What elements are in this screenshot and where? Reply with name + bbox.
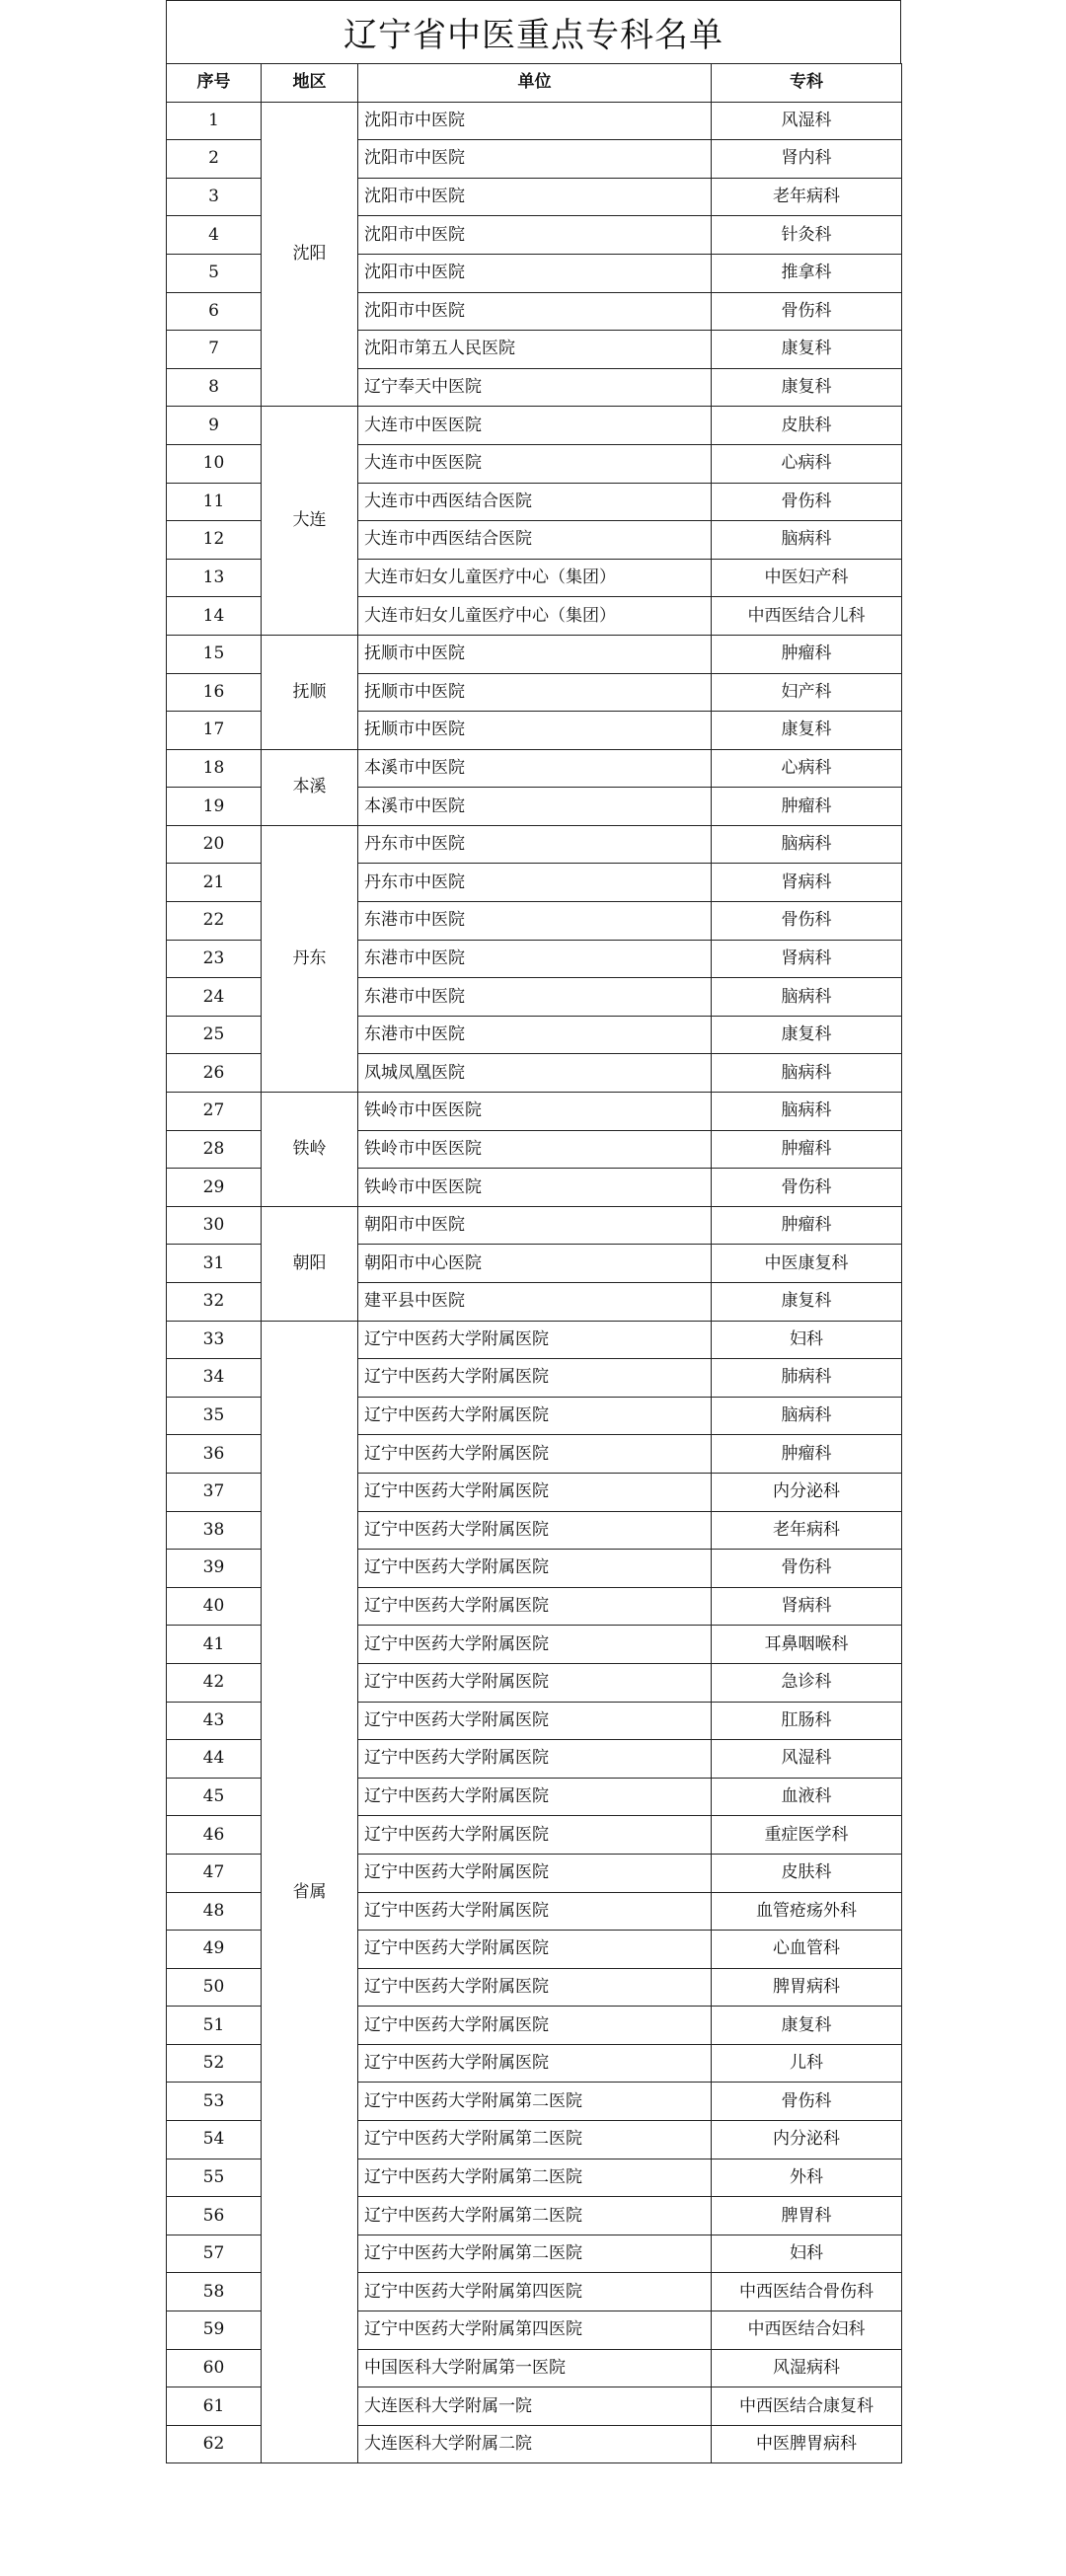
- row-number: 53: [167, 2083, 262, 2121]
- unit-cell: 大连医科大学附属一院: [358, 2387, 712, 2426]
- unit-cell: 建平县中医院: [358, 1283, 712, 1322]
- unit-cell: 抚顺市中医院: [358, 712, 712, 750]
- row-number: 20: [167, 825, 262, 864]
- specialty-cell: 皮肤科: [712, 407, 902, 445]
- unit-cell: 东港市中医院: [358, 940, 712, 978]
- unit-cell: 沈阳市中医院: [358, 216, 712, 255]
- specialty-cell: 肿瘤科: [712, 788, 902, 826]
- specialty-cell: 肾病科: [712, 864, 902, 902]
- unit-cell: 辽宁中医药大学附属医院: [358, 1359, 712, 1398]
- row-number: 9: [167, 407, 262, 445]
- row-number: 36: [167, 1435, 262, 1474]
- specialty-cell: 皮肤科: [712, 1854, 902, 1892]
- specialty-cell: 肿瘤科: [712, 1435, 902, 1474]
- header-unit: 单位: [358, 64, 712, 103]
- table-row: [167, 635, 902, 673]
- specialty-cell: 康复科: [712, 1283, 902, 1322]
- specialty-cell: 骨伤科: [712, 902, 902, 941]
- row-number: 51: [167, 2007, 262, 2045]
- specialty-cell: 老年病科: [712, 1511, 902, 1550]
- specialty-cell: 急诊科: [712, 1663, 902, 1702]
- unit-cell: 铁岭市中医医院: [358, 1169, 712, 1207]
- specialty-cell: 脑病科: [712, 1054, 902, 1093]
- unit-cell: 朝阳市中医院: [358, 1206, 712, 1245]
- specialty-cell: 老年病科: [712, 178, 902, 216]
- row-number: 57: [167, 2235, 262, 2273]
- unit-cell: 辽宁中医药大学附属第二医院: [358, 2083, 712, 2121]
- row-number: 35: [167, 1397, 262, 1435]
- row-number: 21: [167, 864, 262, 902]
- unit-cell: 辽宁中医药大学附属医院: [358, 1931, 712, 1969]
- row-number: 46: [167, 1816, 262, 1855]
- row-number: 48: [167, 1892, 262, 1931]
- row-number: 58: [167, 2273, 262, 2311]
- row-number: 49: [167, 1931, 262, 1969]
- unit-cell: 大连市妇女儿童医疗中心（集团）: [358, 559, 712, 597]
- specialty-cell: 心病科: [712, 444, 902, 483]
- unit-cell: 辽宁中医药大学附属医院: [358, 1435, 712, 1474]
- row-number: 50: [167, 1968, 262, 2007]
- row-number: 10: [167, 444, 262, 483]
- unit-cell: 东港市中医院: [358, 978, 712, 1017]
- unit-cell: 东港市中医院: [358, 1016, 712, 1054]
- unit-cell: 辽宁中医药大学附属医院: [358, 1816, 712, 1855]
- row-number: 37: [167, 1473, 262, 1511]
- specialty-cell: 肛肠科: [712, 1702, 902, 1740]
- specialty-cell: 针灸科: [712, 216, 902, 255]
- row-number: 45: [167, 1778, 262, 1816]
- specialty-cell: 骨伤科: [712, 1550, 902, 1588]
- specialty-cell: 重症医学科: [712, 1816, 902, 1855]
- specialty-cell: 心血管科: [712, 1931, 902, 1969]
- specialty-cell: 中西医结合康复科: [712, 2387, 902, 2426]
- unit-cell: 朝阳市中心医院: [358, 1245, 712, 1283]
- specialty-cell: 脑病科: [712, 1397, 902, 1435]
- unit-cell: 辽宁中医药大学附属第四医院: [358, 2273, 712, 2311]
- specialty-cell: 耳鼻咽喉科: [712, 1626, 902, 1664]
- unit-cell: 辽宁中医药大学附属医院: [358, 1550, 712, 1588]
- specialty-cell: 肿瘤科: [712, 635, 902, 673]
- specialty-cell: 康复科: [712, 368, 902, 407]
- row-number: 43: [167, 1702, 262, 1740]
- region-cell: 丹东: [262, 825, 358, 1092]
- unit-cell: 铁岭市中医医院: [358, 1130, 712, 1169]
- unit-cell: 抚顺市中医院: [358, 673, 712, 712]
- row-number: 2: [167, 140, 262, 179]
- specialty-cell: 外科: [712, 2159, 902, 2197]
- unit-cell: 沈阳市中医院: [358, 292, 712, 331]
- specialty-cell: 骨伤科: [712, 2083, 902, 2121]
- row-number: 16: [167, 673, 262, 712]
- region-cell: 沈阳: [262, 102, 358, 407]
- unit-cell: 辽宁中医药大学附属第二医院: [358, 2197, 712, 2235]
- row-number: 42: [167, 1663, 262, 1702]
- specialty-cell: 肾内科: [712, 140, 902, 179]
- row-number: 55: [167, 2159, 262, 2197]
- table-row: [167, 407, 902, 445]
- row-number: 18: [167, 749, 262, 788]
- specialty-cell: 脑病科: [712, 521, 902, 560]
- unit-cell: 辽宁中医药大学附属医院: [358, 1511, 712, 1550]
- row-number: 44: [167, 1740, 262, 1779]
- specialty-cell: 中西医结合妇科: [712, 2311, 902, 2350]
- row-number: 23: [167, 940, 262, 978]
- unit-cell: 辽宁中医药大学附属第二医院: [358, 2121, 712, 2159]
- unit-cell: 辽宁中医药大学附属第二医院: [358, 2235, 712, 2273]
- unit-cell: 沈阳市中医院: [358, 140, 712, 179]
- unit-cell: 辽宁中医药大学附属医院: [358, 2007, 712, 2045]
- unit-cell: 大连市妇女儿童医疗中心（集团）: [358, 597, 712, 636]
- table-body: [167, 102, 902, 2463]
- unit-cell: 沈阳市第五人民医院: [358, 331, 712, 369]
- row-number: 34: [167, 1359, 262, 1398]
- specialty-cell: 中医康复科: [712, 1245, 902, 1283]
- table-row: [167, 1093, 902, 1131]
- unit-cell: 丹东市中医院: [358, 864, 712, 902]
- row-number: 6: [167, 292, 262, 331]
- row-number: 39: [167, 1550, 262, 1588]
- header-row: [167, 64, 902, 103]
- unit-cell: 沈阳市中医院: [358, 254, 712, 292]
- row-number: 11: [167, 483, 262, 521]
- row-number: 17: [167, 712, 262, 750]
- specialty-cell: 康复科: [712, 331, 902, 369]
- page-title: 辽宁省中医重点专科名单: [166, 0, 901, 63]
- unit-cell: 大连医科大学附属二院: [358, 2425, 712, 2463]
- specialty-cell: 肾病科: [712, 1587, 902, 1626]
- row-number: 47: [167, 1854, 262, 1892]
- row-number: 38: [167, 1511, 262, 1550]
- row-number: 54: [167, 2121, 262, 2159]
- specialty-cell: 康复科: [712, 2007, 902, 2045]
- unit-cell: 辽宁中医药大学附属第二医院: [358, 2159, 712, 2197]
- row-number: 7: [167, 331, 262, 369]
- specialty-cell: 妇产科: [712, 673, 902, 712]
- unit-cell: 辽宁奉天中医院: [358, 368, 712, 407]
- unit-cell: 中国医科大学附属第一医院: [358, 2349, 712, 2387]
- unit-cell: 辽宁中医药大学附属医院: [358, 1397, 712, 1435]
- unit-cell: 丹东市中医院: [358, 825, 712, 864]
- row-number: 8: [167, 368, 262, 407]
- row-number: 52: [167, 2044, 262, 2083]
- row-number: 62: [167, 2425, 262, 2463]
- row-number: 41: [167, 1626, 262, 1664]
- unit-cell: 辽宁中医药大学附属医院: [358, 1854, 712, 1892]
- header-specialty: 专科: [712, 64, 902, 103]
- specialty-cell: 中医脾胃病科: [712, 2425, 902, 2463]
- row-number: 15: [167, 635, 262, 673]
- unit-cell: 大连市中西医结合医院: [358, 521, 712, 560]
- unit-cell: 辽宁中医药大学附属医院: [358, 1321, 712, 1359]
- table-row: [167, 749, 902, 788]
- table-row: [167, 102, 902, 140]
- specialty-cell: 肺病科: [712, 1359, 902, 1398]
- specialty-cell: 儿科: [712, 2044, 902, 2083]
- unit-cell: 辽宁中医药大学附属医院: [358, 1702, 712, 1740]
- specialty-cell: 脑病科: [712, 825, 902, 864]
- row-number: 59: [167, 2311, 262, 2350]
- row-number: 30: [167, 1206, 262, 1245]
- unit-cell: 沈阳市中医院: [358, 178, 712, 216]
- specialty-cell: 肿瘤科: [712, 1206, 902, 1245]
- row-number: 31: [167, 1245, 262, 1283]
- specialty-cell: 中医妇产科: [712, 559, 902, 597]
- unit-cell: 辽宁中医药大学附属医院: [358, 1740, 712, 1779]
- specialty-list-sheet: [166, 0, 901, 2463]
- specialty-cell: 康复科: [712, 1016, 902, 1054]
- unit-cell: 辽宁中医药大学附属医院: [358, 2044, 712, 2083]
- row-number: 61: [167, 2387, 262, 2426]
- region-cell: 本溪: [262, 749, 358, 825]
- row-number: 32: [167, 1283, 262, 1322]
- unit-cell: 本溪市中医院: [358, 749, 712, 788]
- specialty-cell: 内分泌科: [712, 1473, 902, 1511]
- region-cell: 省属: [262, 1321, 358, 2463]
- unit-cell: 辽宁中医药大学附属医院: [358, 1968, 712, 2007]
- specialty-cell: 中西医结合儿科: [712, 597, 902, 636]
- unit-cell: 辽宁中医药大学附属医院: [358, 1626, 712, 1664]
- specialty-cell: 风湿病科: [712, 2349, 902, 2387]
- specialty-table: [166, 63, 902, 2463]
- unit-cell: 沈阳市中医院: [358, 102, 712, 140]
- specialty-cell: 脑病科: [712, 978, 902, 1017]
- unit-cell: 抚顺市中医院: [358, 635, 712, 673]
- region-cell: 大连: [262, 407, 358, 636]
- row-number: 4: [167, 216, 262, 255]
- specialty-cell: 肾病科: [712, 940, 902, 978]
- specialty-cell: 脑病科: [712, 1093, 902, 1131]
- specialty-cell: 内分泌科: [712, 2121, 902, 2159]
- row-number: 29: [167, 1169, 262, 1207]
- unit-cell: 凤城凤凰医院: [358, 1054, 712, 1093]
- unit-cell: 铁岭市中医医院: [358, 1093, 712, 1131]
- row-number: 33: [167, 1321, 262, 1359]
- unit-cell: 大连市中西医结合医院: [358, 483, 712, 521]
- unit-cell: 本溪市中医院: [358, 788, 712, 826]
- unit-cell: 辽宁中医药大学附属医院: [358, 1473, 712, 1511]
- specialty-cell: 推拿科: [712, 254, 902, 292]
- specialty-cell: 妇科: [712, 2235, 902, 2273]
- specialty-cell: 风湿科: [712, 102, 902, 140]
- row-number: 26: [167, 1054, 262, 1093]
- unit-cell: 辽宁中医药大学附属医院: [358, 1587, 712, 1626]
- row-number: 14: [167, 597, 262, 636]
- specialty-cell: 妇科: [712, 1321, 902, 1359]
- table-row: [167, 1206, 902, 1245]
- unit-cell: 辽宁中医药大学附属医院: [358, 1778, 712, 1816]
- row-number: 40: [167, 1587, 262, 1626]
- header-region: 地区: [262, 64, 358, 103]
- specialty-cell: 脾胃科: [712, 2197, 902, 2235]
- row-number: 12: [167, 521, 262, 560]
- unit-cell: 辽宁中医药大学附属医院: [358, 1663, 712, 1702]
- row-number: 13: [167, 559, 262, 597]
- row-number: 5: [167, 254, 262, 292]
- region-cell: 朝阳: [262, 1206, 358, 1321]
- table-row: [167, 825, 902, 864]
- row-number: 60: [167, 2349, 262, 2387]
- specialty-cell: 骨伤科: [712, 483, 902, 521]
- specialty-cell: 血液科: [712, 1778, 902, 1816]
- unit-cell: 大连市中医医院: [358, 444, 712, 483]
- row-number: 25: [167, 1016, 262, 1054]
- unit-cell: 辽宁中医药大学附属医院: [358, 1892, 712, 1931]
- row-number: 27: [167, 1093, 262, 1131]
- specialty-cell: 血管疮疡外科: [712, 1892, 902, 1931]
- unit-cell: 大连市中医医院: [358, 407, 712, 445]
- specialty-cell: 康复科: [712, 712, 902, 750]
- row-number: 56: [167, 2197, 262, 2235]
- row-number: 22: [167, 902, 262, 941]
- row-number: 24: [167, 978, 262, 1017]
- specialty-cell: 风湿科: [712, 1740, 902, 1779]
- unit-cell: 辽宁中医药大学附属第四医院: [358, 2311, 712, 2350]
- region-cell: 抚顺: [262, 635, 358, 749]
- specialty-cell: 肿瘤科: [712, 1130, 902, 1169]
- specialty-cell: 骨伤科: [712, 292, 902, 331]
- specialty-cell: 中西医结合骨伤科: [712, 2273, 902, 2311]
- row-number: 3: [167, 178, 262, 216]
- specialty-cell: 脾胃病科: [712, 1968, 902, 2007]
- row-number: 28: [167, 1130, 262, 1169]
- unit-cell: 东港市中医院: [358, 902, 712, 941]
- table-row: [167, 1321, 902, 1359]
- specialty-cell: 心病科: [712, 749, 902, 788]
- region-cell: 铁岭: [262, 1093, 358, 1207]
- row-number: 1: [167, 102, 262, 140]
- row-number: 19: [167, 788, 262, 826]
- specialty-cell: 骨伤科: [712, 1169, 902, 1207]
- header-no: 序号: [167, 64, 262, 103]
